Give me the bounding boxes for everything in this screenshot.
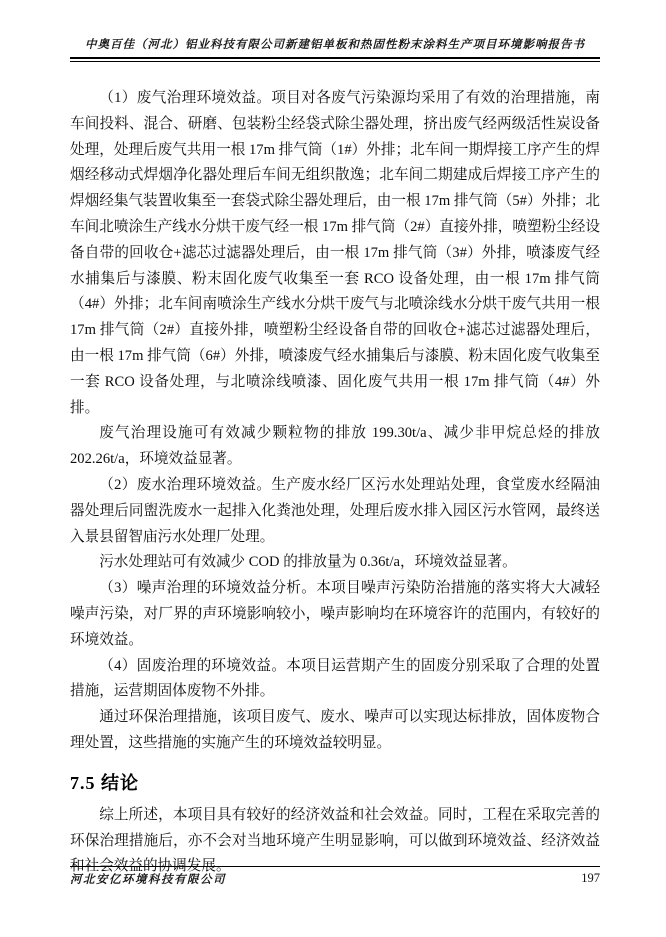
- body-paragraph: 通过环保治理措施，该项目废气、废水、噪声可以实现达标排放，固体废物合理处置，这些措施的实施产生的环境效益较明显。: [70, 709, 600, 751]
- body-paragraph: 废气治理设施可有效减少颗粒物的排放 199.30t/a、减少非甲烷总烃的排放 202.26t/a，环境效益显著。: [70, 425, 600, 468]
- body-paragraph: （2）废水治理环境效益。生产废水经厂区污水处理站处理，食堂废水经隔油器处理后同盥洗废水一起排入化粪池处理，处理后废水排入园区污水管网，最终送入景县留智庙污水处理厂处理。: [70, 476, 600, 545]
- footer-page-number: 197: [581, 871, 600, 885]
- document-body: [70, 86, 600, 880]
- body-paragraph: （3）噪声治理的环境效益分析。本项目噪声污染防治措施的落实将大大减轻噪声污染，对厂界的声环境影响较小，噪声影响均在环境容许的范围内，有较好的环境效益。: [70, 580, 600, 648]
- section-heading: 7.5 结论: [70, 772, 139, 793]
- footer-company-name: 河北安亿环境科技有限公司: [70, 874, 226, 886]
- conclusion-paragraph: 综上所述，本项目具有较好的经济效益和社会效益。同时，工程在采取完善的环保治理措施后，亦不会对当地环境产生明显影响，可以做到环境效益、经济效益和社会效益的协调发展。: [70, 806, 600, 875]
- body-paragraph: 污水处理站可有效减少 COD 的排放量为 0.36t/a，环境效益显著。: [99, 554, 517, 571]
- body-paragraph: （1）废气治理环境效益。项目对各废气污染源均采用了有效的治理措施，南车间投料、混合、研磨、包装粉尘经袋式除尘器处理，挤出废气经两级活性炭设备处理，处理后废气共用一根 17m 排气筒（1#）外排；北车间一期焊接工序产生的焊烟经移动式焊烟净化器处理后车间无组织散逸；北车间二期建成后焊接工序产生的焊烟经集气装置收集至一套袋式除尘器处理后，由一根 17m 排气筒（5#）外排；北车间北喷涂生产线水分烘干废气经一根 17m 排气筒（2#）直接外排，喷塑粉尘经设备自带的回收仓+滤芯过滤器处理后，由一根 17m 排气筒（3#）外排，喷漆废气经水捕集后与漆膜、粉末固化废气收集至一套 RCO 设备处理，由一根 17m 排气筒（4#）外排；北车间南喷涂生产线水分烘干废气与北喷涂线水分烘干废气共用一根 17m 排气筒（2#）直接外排，喷塑粉尘经设备自带的回收仓+滤芯过滤器处理后，由一根 17m 排气筒（6#）外排，喷漆废气经水捕集后与漆膜、粉末固化废气收集至一套 RCO 设备处理，与北喷涂线喷漆、固化废气共用一根 17m 排气筒（4#）外排。: [70, 90, 600, 416]
- page-header-title: 中奥百佳（河北）铝业科技有限公司新建铝单板和热固性粉末涂料生产项目环境影响报告书: [85, 39, 585, 51]
- page-footer: [70, 866, 600, 887]
- header-double-rule: [70, 57, 600, 62]
- body-paragraph: （4）固废治理的环境效益。本项目运营期产生的固废分别采取了合理的处置措施，运营期固体废物不外排。: [70, 657, 600, 700]
